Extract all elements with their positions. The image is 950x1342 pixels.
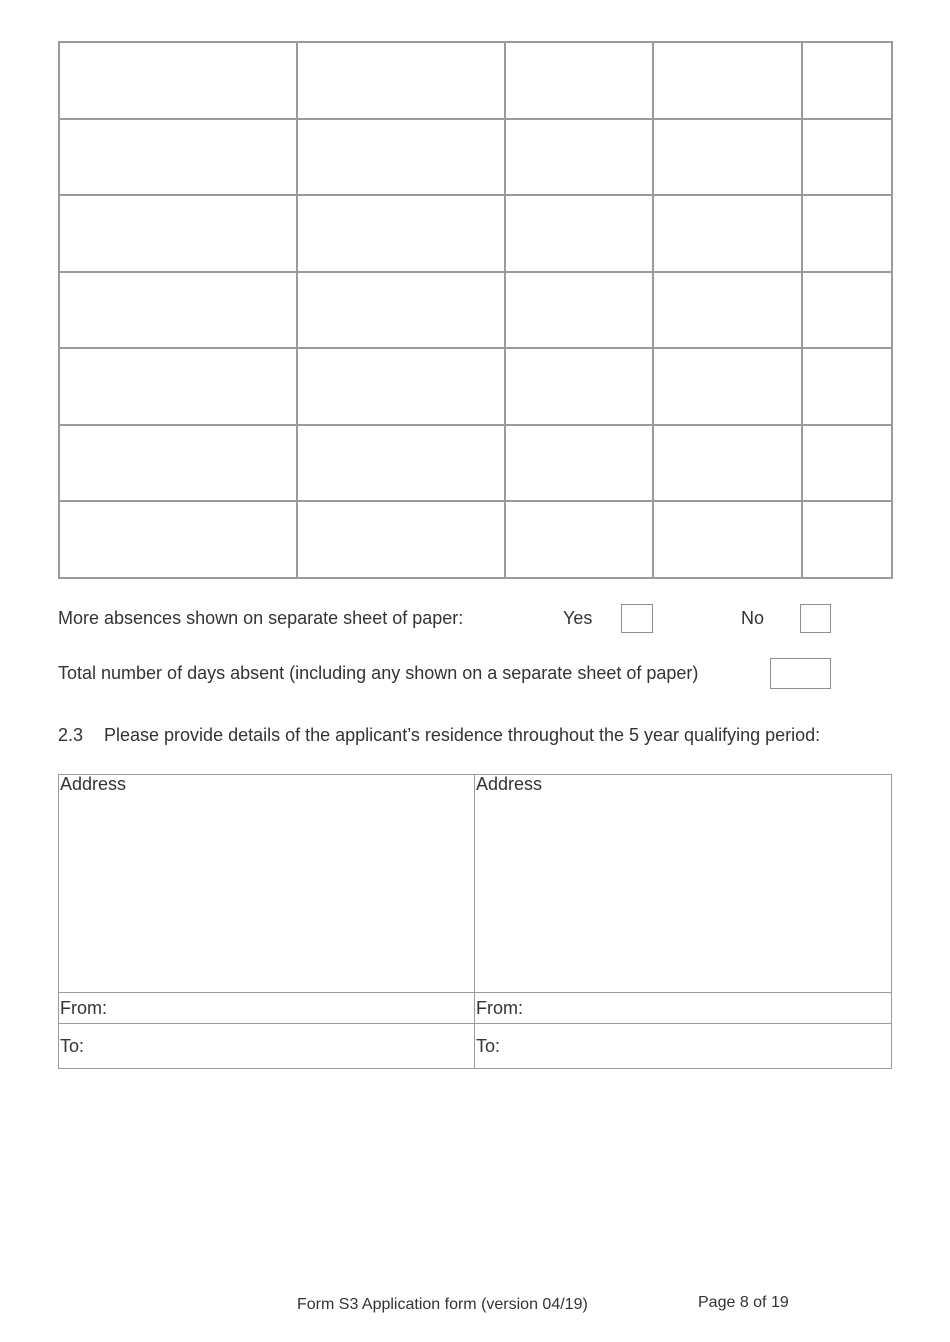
address-field-2[interactable]	[475, 775, 892, 993]
absence-cell[interactable]	[297, 272, 505, 349]
to-label: To:	[60, 1035, 85, 1056]
absence-cell[interactable]	[802, 195, 892, 272]
absence-cell[interactable]	[59, 42, 297, 119]
absence-cell[interactable]	[802, 119, 892, 196]
absence-cell[interactable]	[653, 195, 802, 272]
absence-cell[interactable]	[802, 42, 892, 119]
absence-cell[interactable]	[297, 348, 505, 425]
absence-cell[interactable]	[653, 42, 802, 119]
absence-cell[interactable]	[297, 42, 505, 119]
yes-label: Yes	[563, 608, 593, 628]
to-label: To:	[476, 1035, 501, 1056]
absence-cell[interactable]	[297, 195, 505, 272]
address-field-1[interactable]	[59, 775, 475, 993]
table-row	[59, 119, 892, 196]
absence-cell[interactable]	[802, 501, 892, 578]
table-row	[59, 42, 892, 119]
table-row	[59, 348, 892, 425]
absences-table	[58, 41, 893, 579]
to-field-1[interactable]	[59, 1023, 475, 1068]
from-field-1[interactable]	[59, 993, 475, 1023]
absence-cell[interactable]	[653, 425, 802, 502]
address-label: Address	[476, 774, 543, 794]
table-row	[59, 501, 892, 578]
to-field-2[interactable]	[475, 1023, 892, 1068]
absence-cell[interactable]	[505, 195, 653, 272]
absence-cell[interactable]	[802, 425, 892, 502]
section-question: Please provide details of the applicant’s residence throughout the 5 year qualifying period:	[104, 725, 821, 745]
absence-cell[interactable]	[505, 119, 653, 196]
no-label: No	[741, 608, 765, 628]
absence-cell[interactable]	[653, 272, 802, 349]
absence-cell[interactable]	[802, 272, 892, 349]
absence-cell[interactable]	[59, 195, 297, 272]
table-row	[59, 425, 892, 502]
footer-form-name: Form S3 Application form (version 04/19)	[297, 1296, 588, 1313]
absence-cell[interactable]	[505, 272, 653, 349]
absence-cell[interactable]	[59, 119, 297, 196]
absence-cell[interactable]	[59, 425, 297, 502]
absence-cell[interactable]	[505, 348, 653, 425]
table-row	[59, 195, 892, 272]
from-field-2[interactable]	[475, 993, 892, 1023]
yes-checkbox[interactable]	[621, 604, 653, 633]
absence-cell[interactable]	[59, 272, 297, 349]
absence-cell[interactable]	[802, 348, 892, 425]
absence-cell[interactable]	[297, 425, 505, 502]
absence-cell[interactable]	[59, 348, 297, 425]
section-number: 2.3	[58, 725, 84, 745]
absence-cell[interactable]	[505, 425, 653, 502]
absence-cell[interactable]	[59, 501, 297, 578]
absence-cell[interactable]	[505, 501, 653, 578]
table-row	[59, 272, 892, 349]
no-checkbox[interactable]	[800, 604, 831, 633]
footer-page-number: Page 8 of 19	[698, 1294, 789, 1311]
from-label: From:	[476, 998, 523, 1019]
residence-table	[58, 774, 892, 1069]
total-days-label: Total number of days absent (including any shown on a separate sheet of paper)	[58, 663, 699, 683]
address-label: Address	[60, 774, 127, 794]
absence-cell[interactable]	[653, 119, 802, 196]
absence-cell[interactable]	[297, 501, 505, 578]
absence-cell[interactable]	[653, 348, 802, 425]
from-label: From:	[60, 998, 107, 1019]
absence-cell[interactable]	[653, 501, 802, 578]
absence-cell[interactable]	[505, 42, 653, 119]
absence-cell[interactable]	[297, 119, 505, 196]
total-days-input[interactable]	[770, 658, 831, 689]
more-absences-question: More absences shown on separate sheet of paper:	[58, 608, 464, 628]
